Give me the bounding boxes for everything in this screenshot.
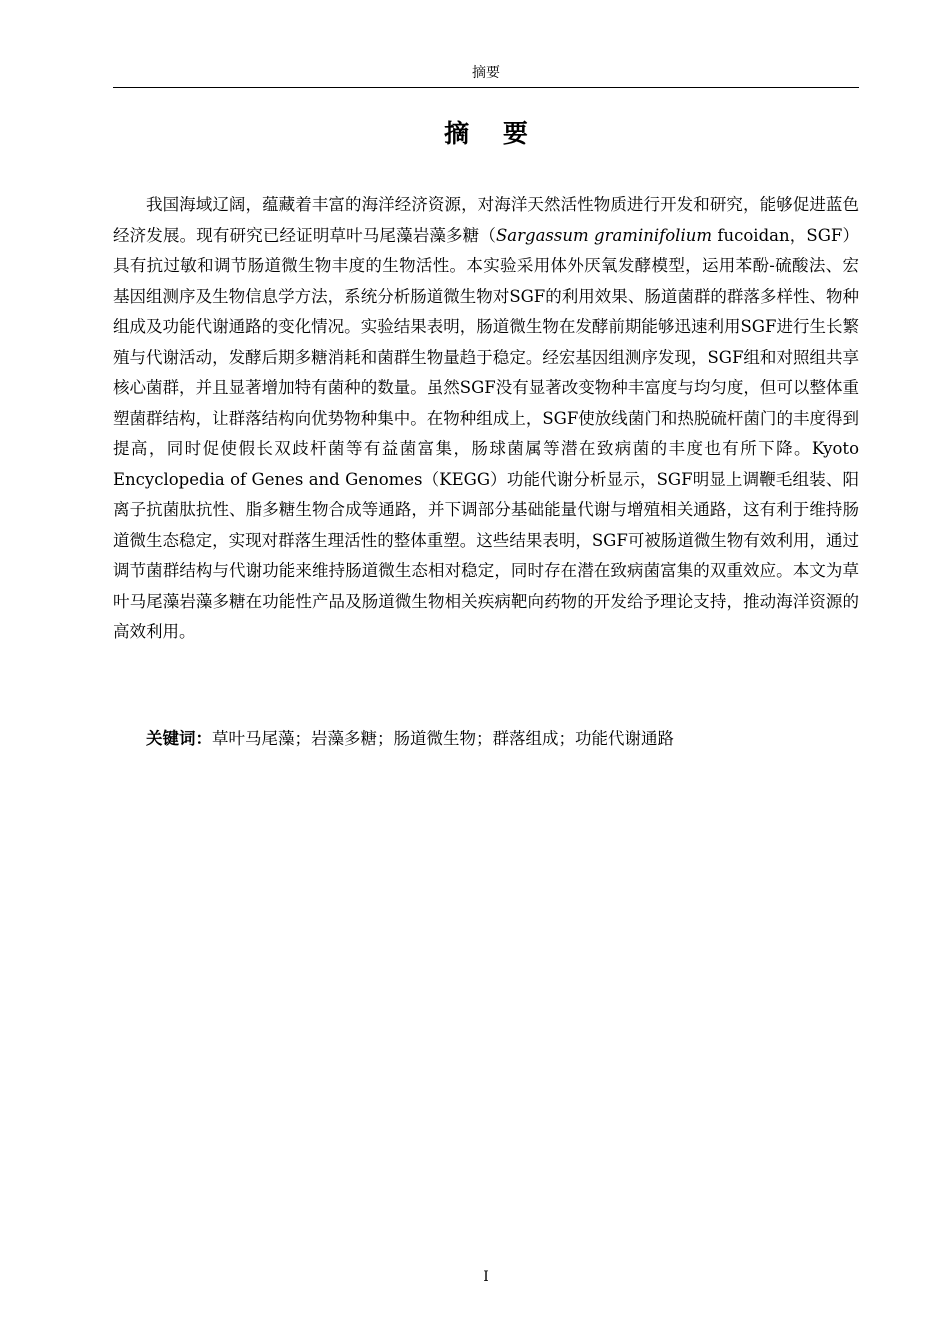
- running-header: [113, 62, 859, 88]
- running-header-title: 摘要: [472, 65, 500, 81]
- page-number: I: [483, 1269, 489, 1285]
- page-title: 摘 要: [444, 119, 541, 148]
- abstract-species-name: Sargassum graminifolium: [495, 225, 712, 245]
- keywords-text: 草叶马尾藻；岩藻多糖；肠道微生物；群落组成；功能代谢通路: [212, 729, 674, 748]
- abstract-body: [113, 190, 859, 648]
- keywords-line: [113, 724, 859, 754]
- keywords-label: 关键词：: [146, 729, 212, 748]
- abstract-text-part1: 我国海域辽阔，蕴藏着丰富的海洋经济资源，对海洋天然活性物质进行开发和研究，能够促进蓝色经济发展。现有研究已经证明草叶马尾藻岩藻多糖（: [113, 195, 859, 245]
- abstract-text-part2: fucoidan，SGF）具有抗过敏和调节肠道微生物丰度的生物活性。本实验采用体外厌氧发酵模型，运用苯酚-硫酸法、宏基因组测序及生物信息学方法，系统分析肠道微生物对SGF的利用效果、肠道菌群的群落多样性、物种组成及功能代谢通路的变化情况。实验结果表明，肠道微生物在发酵前期能够迅速利用SGF进行生长繁殖与代谢活动，发酵后期多糖消耗和菌群生物量趋于稳定。经宏基因组测序发现，SGF组和对照组共享核心菌群，并且显著增加特有菌种的数量。虽然SGF没有显著改变物种丰富度与均匀度，但可以整体重塑菌群结构，让群落结构向优势物种集中。在物种组成上，SGF使放线菌门和热脱硫杆菌门的丰度得到提高，同时促使假长双歧杆菌等有益菌富集，肠球菌属等潜在致病菌的丰度也有所下降。Kyoto Encyclopedia of Genes and Genomes（KEGG）功能代谢分析显示，SGF明显上调鞭毛组装、阳离子抗菌肽抗性、脂多糖生物合成等通路，并下调部分基础能量代谢与增殖相关通路，这有利于维持肠道微生态稳定，实现对群落生理活性的整体重塑。这些结果表明，SGF可被肠道微生物有效利用，通过调节菌群结构与代谢功能来维持肠道微生态相对稳定，同时存在潜在致病菌富集的双重效应。本文为草叶马尾藻岩藻多糖在功能性产品及肠道微生物相关疾病靶向药物的开发给予理论支持，推动海洋资源的高效利用。: [113, 225, 859, 641]
